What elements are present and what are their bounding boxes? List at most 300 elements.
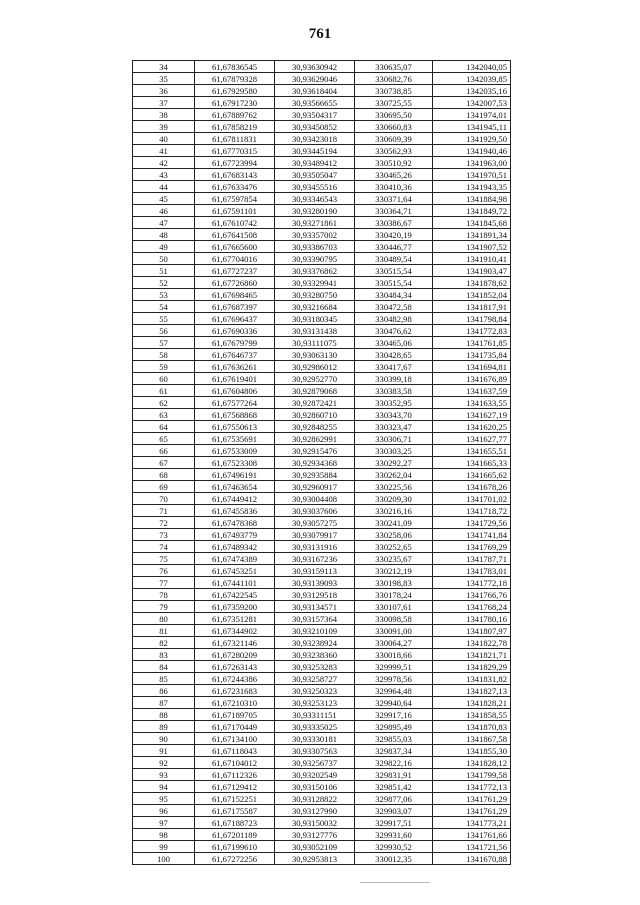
y-coordinate-cell: 1341929,50 (433, 133, 511, 145)
table-row (133, 853, 511, 865)
latitude-cell: 61,67533009 (195, 445, 275, 457)
point-number-cell: 71 (133, 505, 195, 517)
y-coordinate-cell: 1341970,51 (433, 169, 511, 181)
x-coordinate-cell: 330198,83 (355, 577, 433, 589)
latitude-cell: 61,67726860 (195, 277, 275, 289)
point-number-cell: 36 (133, 85, 195, 97)
x-coordinate-cell: 330484,34 (355, 289, 433, 301)
table-row (133, 673, 511, 685)
point-number-cell: 47 (133, 217, 195, 229)
x-coordinate-cell: 329831,91 (355, 769, 433, 781)
y-coordinate-cell: 1341780,16 (433, 613, 511, 625)
x-coordinate-cell: 330695,50 (355, 109, 433, 121)
longitude-cell: 30,93063130 (275, 349, 355, 361)
longitude-cell: 30,93167236 (275, 553, 355, 565)
longitude-cell: 30,93131438 (275, 325, 355, 337)
table-row (133, 433, 511, 445)
y-coordinate-cell: 1341721,56 (433, 841, 511, 853)
point-number-cell: 42 (133, 157, 195, 169)
x-coordinate-cell: 330609,39 (355, 133, 433, 145)
point-number-cell: 83 (133, 649, 195, 661)
latitude-cell: 61,67727237 (195, 265, 275, 277)
latitude-cell: 61,67449412 (195, 493, 275, 505)
x-coordinate-cell: 330472,58 (355, 301, 433, 313)
latitude-cell: 61,67698465 (195, 289, 275, 301)
point-number-cell: 49 (133, 241, 195, 253)
latitude-cell: 61,67189705 (195, 709, 275, 721)
latitude-cell: 61,67104012 (195, 757, 275, 769)
point-number-cell: 95 (133, 793, 195, 805)
latitude-cell: 61,67263143 (195, 661, 275, 673)
latitude-cell: 61,67889762 (195, 109, 275, 121)
table-row (133, 817, 511, 829)
latitude-cell: 61,67597854 (195, 193, 275, 205)
x-coordinate-cell: 329917,16 (355, 709, 433, 721)
x-coordinate-cell: 329999,51 (355, 661, 433, 673)
point-number-cell: 82 (133, 637, 195, 649)
x-coordinate-cell: 329855,03 (355, 733, 433, 745)
latitude-cell: 61,67152251 (195, 793, 275, 805)
point-number-cell: 77 (133, 577, 195, 589)
x-coordinate-cell: 330428,65 (355, 349, 433, 361)
x-coordinate-cell: 329978,56 (355, 673, 433, 685)
y-coordinate-cell: 1341891,34 (433, 229, 511, 241)
point-number-cell: 72 (133, 517, 195, 529)
table-row (133, 265, 511, 277)
y-coordinate-cell: 1341828,21 (433, 697, 511, 709)
x-coordinate-cell: 330738,85 (355, 85, 433, 97)
x-coordinate-cell: 330364,71 (355, 205, 433, 217)
coordinates-table (132, 60, 511, 865)
point-number-cell: 60 (133, 373, 195, 385)
point-number-cell: 86 (133, 685, 195, 697)
y-coordinate-cell: 1341910,41 (433, 253, 511, 265)
latitude-cell: 61,67493779 (195, 529, 275, 541)
table-row (133, 253, 511, 265)
x-coordinate-cell: 330107,61 (355, 601, 433, 613)
y-coordinate-cell: 1342039,85 (433, 73, 511, 85)
x-coordinate-cell: 330562,93 (355, 145, 433, 157)
table-row (133, 205, 511, 217)
longitude-cell: 30,92953813 (275, 853, 355, 865)
x-coordinate-cell: 330515,54 (355, 265, 433, 277)
table-row (133, 769, 511, 781)
latitude-cell: 61,67129412 (195, 781, 275, 793)
y-coordinate-cell: 1341807,97 (433, 625, 511, 637)
point-number-cell: 41 (133, 145, 195, 157)
longitude-cell: 30,93180345 (275, 313, 355, 325)
longitude-cell: 30,93139093 (275, 577, 355, 589)
point-number-cell: 92 (133, 757, 195, 769)
longitude-cell: 30,93505047 (275, 169, 355, 181)
x-coordinate-cell: 330386,67 (355, 217, 433, 229)
point-number-cell: 94 (133, 781, 195, 793)
x-coordinate-cell: 330262,04 (355, 469, 433, 481)
x-coordinate-cell: 330482,98 (355, 313, 433, 325)
latitude-cell: 61,67604806 (195, 385, 275, 397)
y-coordinate-cell: 1341670,88 (433, 853, 511, 865)
latitude-cell: 61,67489342 (195, 541, 275, 553)
latitude-cell: 61,67917230 (195, 97, 275, 109)
longitude-cell: 30,93202549 (275, 769, 355, 781)
x-coordinate-cell: 330209,30 (355, 493, 433, 505)
x-coordinate-cell: 329940,64 (355, 697, 433, 709)
x-coordinate-cell: 330235,67 (355, 553, 433, 565)
point-number-cell: 89 (133, 721, 195, 733)
point-number-cell: 53 (133, 289, 195, 301)
x-coordinate-cell: 330682,76 (355, 73, 433, 85)
latitude-cell: 61,67272256 (195, 853, 275, 865)
latitude-cell: 61,67523308 (195, 457, 275, 469)
table-row (133, 157, 511, 169)
y-coordinate-cell: 1341772,18 (433, 577, 511, 589)
latitude-cell: 61,67646737 (195, 349, 275, 361)
x-coordinate-cell: 330515,54 (355, 277, 433, 289)
y-coordinate-cell: 1341974,01 (433, 109, 511, 121)
table-row (133, 649, 511, 661)
point-number-cell: 73 (133, 529, 195, 541)
y-coordinate-cell: 1341963,00 (433, 157, 511, 169)
latitude-cell: 61,67478368 (195, 517, 275, 529)
longitude-cell: 30,93450852 (275, 121, 355, 133)
table-row (133, 685, 511, 697)
table-row (133, 541, 511, 553)
table-row (133, 289, 511, 301)
point-number-cell: 57 (133, 337, 195, 349)
point-number-cell: 85 (133, 673, 195, 685)
latitude-cell: 61,67836545 (195, 61, 275, 73)
table-row (133, 241, 511, 253)
y-coordinate-cell: 1341943,35 (433, 181, 511, 193)
latitude-cell: 61,67811831 (195, 133, 275, 145)
longitude-cell: 30,93159113 (275, 565, 355, 577)
longitude-cell: 30,93329941 (275, 277, 355, 289)
table-row (133, 601, 511, 613)
latitude-cell: 61,67770315 (195, 145, 275, 157)
y-coordinate-cell: 1341827,13 (433, 685, 511, 697)
x-coordinate-cell: 330660,83 (355, 121, 433, 133)
table-row (133, 181, 511, 193)
x-coordinate-cell: 330091,00 (355, 625, 433, 637)
longitude-cell: 30,92872421 (275, 397, 355, 409)
table-row (133, 145, 511, 157)
x-coordinate-cell: 330178,24 (355, 589, 433, 601)
longitude-cell: 30,93150032 (275, 817, 355, 829)
y-coordinate-cell: 1341821,71 (433, 649, 511, 661)
y-coordinate-cell: 1341903,47 (433, 265, 511, 277)
point-number-cell: 65 (133, 433, 195, 445)
longitude-cell: 30,92934368 (275, 457, 355, 469)
point-number-cell: 75 (133, 553, 195, 565)
latitude-cell: 61,67231683 (195, 685, 275, 697)
y-coordinate-cell: 1341766,76 (433, 589, 511, 601)
latitude-cell: 61,67244386 (195, 673, 275, 685)
table-row (133, 745, 511, 757)
longitude-cell: 30,93423018 (275, 133, 355, 145)
longitude-cell: 30,93311151 (275, 709, 355, 721)
point-number-cell: 37 (133, 97, 195, 109)
y-coordinate-cell: 1341627,77 (433, 433, 511, 445)
y-coordinate-cell: 1341718,72 (433, 505, 511, 517)
longitude-cell: 30,92860710 (275, 409, 355, 421)
point-number-cell: 61 (133, 385, 195, 397)
table-row (133, 757, 511, 769)
longitude-cell: 30,93346543 (275, 193, 355, 205)
y-coordinate-cell: 1341701,02 (433, 493, 511, 505)
point-number-cell: 52 (133, 277, 195, 289)
point-number-cell: 66 (133, 445, 195, 457)
y-coordinate-cell: 1341787,71 (433, 553, 511, 565)
x-coordinate-cell: 330465,26 (355, 169, 433, 181)
point-number-cell: 97 (133, 817, 195, 829)
latitude-cell: 61,67210310 (195, 697, 275, 709)
x-coordinate-cell: 330489,54 (355, 253, 433, 265)
x-coordinate-cell: 330216,16 (355, 505, 433, 517)
x-coordinate-cell: 329964,48 (355, 685, 433, 697)
longitude-cell: 30,93280190 (275, 205, 355, 217)
latitude-cell: 61,67879328 (195, 73, 275, 85)
x-coordinate-cell: 330420,19 (355, 229, 433, 241)
y-coordinate-cell: 1341855,30 (433, 745, 511, 757)
latitude-cell: 61,67858219 (195, 121, 275, 133)
y-coordinate-cell: 1341773,21 (433, 817, 511, 829)
point-number-cell: 88 (133, 709, 195, 721)
longitude-cell: 30,93357002 (275, 229, 355, 241)
latitude-cell: 61,67619401 (195, 373, 275, 385)
longitude-cell: 30,93127776 (275, 829, 355, 841)
y-coordinate-cell: 1341822,78 (433, 637, 511, 649)
point-number-cell: 96 (133, 805, 195, 817)
y-coordinate-cell: 1341867,58 (433, 733, 511, 745)
latitude-cell: 61,67687397 (195, 301, 275, 313)
point-number-cell: 64 (133, 421, 195, 433)
latitude-cell: 61,67118043 (195, 745, 275, 757)
y-coordinate-cell: 1341772,83 (433, 325, 511, 337)
longitude-cell: 30,92952770 (275, 373, 355, 385)
latitude-cell: 61,67633476 (195, 181, 275, 193)
point-number-cell: 62 (133, 397, 195, 409)
table-row (133, 349, 511, 361)
longitude-cell: 30,93618404 (275, 85, 355, 97)
longitude-cell: 30,93335025 (275, 721, 355, 733)
y-coordinate-cell: 1341678,26 (433, 481, 511, 493)
x-coordinate-cell: 330064,27 (355, 637, 433, 649)
longitude-cell: 30,93271861 (275, 217, 355, 229)
point-number-cell: 100 (133, 853, 195, 865)
y-coordinate-cell: 1342035,16 (433, 85, 511, 97)
table-row (133, 109, 511, 121)
latitude-cell: 61,67441101 (195, 577, 275, 589)
y-coordinate-cell: 1341665,33 (433, 457, 511, 469)
x-coordinate-cell: 330410,36 (355, 181, 433, 193)
longitude-cell: 30,93390795 (275, 253, 355, 265)
latitude-cell: 61,67455836 (195, 505, 275, 517)
x-coordinate-cell: 330510,92 (355, 157, 433, 169)
table-row (133, 229, 511, 241)
point-number-cell: 80 (133, 613, 195, 625)
x-coordinate-cell: 330323,47 (355, 421, 433, 433)
table-row (133, 457, 511, 469)
latitude-cell: 61,67610742 (195, 217, 275, 229)
table-row (133, 517, 511, 529)
latitude-cell: 61,67280209 (195, 649, 275, 661)
longitude-cell: 30,93052109 (275, 841, 355, 853)
x-coordinate-cell: 330383,58 (355, 385, 433, 397)
point-number-cell: 99 (133, 841, 195, 853)
y-coordinate-cell: 1341829,29 (433, 661, 511, 673)
table-row (133, 637, 511, 649)
x-coordinate-cell: 330018,66 (355, 649, 433, 661)
point-number-cell: 79 (133, 601, 195, 613)
table-row (133, 73, 511, 85)
x-coordinate-cell: 330252,65 (355, 541, 433, 553)
longitude-cell: 30,93330181 (275, 733, 355, 745)
longitude-cell: 30,93250323 (275, 685, 355, 697)
table-row (133, 721, 511, 733)
table-row (133, 325, 511, 337)
x-coordinate-cell: 330352,95 (355, 397, 433, 409)
y-coordinate-cell: 1341729,56 (433, 517, 511, 529)
latitude-cell: 61,67591101 (195, 205, 275, 217)
table-row (133, 421, 511, 433)
point-number-cell: 69 (133, 481, 195, 493)
latitude-cell: 61,67453251 (195, 565, 275, 577)
x-coordinate-cell: 330371,64 (355, 193, 433, 205)
y-coordinate-cell: 1341852,04 (433, 289, 511, 301)
point-number-cell: 39 (133, 121, 195, 133)
y-coordinate-cell: 1341768,24 (433, 601, 511, 613)
latitude-cell: 61,67321146 (195, 637, 275, 649)
latitude-cell: 61,67422545 (195, 589, 275, 601)
point-number-cell: 91 (133, 745, 195, 757)
table-row (133, 397, 511, 409)
x-coordinate-cell: 329837,34 (355, 745, 433, 757)
point-number-cell: 48 (133, 229, 195, 241)
table-row (133, 613, 511, 625)
latitude-cell: 61,67723994 (195, 157, 275, 169)
latitude-cell: 61,67351281 (195, 613, 275, 625)
longitude-cell: 30,93280750 (275, 289, 355, 301)
point-number-cell: 40 (133, 133, 195, 145)
point-number-cell: 76 (133, 565, 195, 577)
longitude-cell: 30,93253283 (275, 661, 355, 673)
latitude-cell: 61,67568868 (195, 409, 275, 421)
table-row (133, 133, 511, 145)
x-coordinate-cell: 330292,27 (355, 457, 433, 469)
y-coordinate-cell: 1341633,55 (433, 397, 511, 409)
y-coordinate-cell: 1341940,46 (433, 145, 511, 157)
y-coordinate-cell: 1341620,25 (433, 421, 511, 433)
longitude-cell: 30,93386703 (275, 241, 355, 253)
longitude-cell: 30,92935884 (275, 469, 355, 481)
coordinates-table-body (133, 61, 511, 865)
table-row (133, 85, 511, 97)
table-row (133, 661, 511, 673)
y-coordinate-cell: 1341772,13 (433, 781, 511, 793)
latitude-cell: 61,67134100 (195, 733, 275, 745)
x-coordinate-cell: 330476,62 (355, 325, 433, 337)
latitude-cell: 61,67641508 (195, 229, 275, 241)
longitude-cell: 30,92915476 (275, 445, 355, 457)
longitude-cell: 30,93111075 (275, 337, 355, 349)
x-coordinate-cell: 330306,71 (355, 433, 433, 445)
table-row (133, 121, 511, 133)
x-coordinate-cell: 330241,09 (355, 517, 433, 529)
point-number-cell: 67 (133, 457, 195, 469)
y-coordinate-cell: 1341858,55 (433, 709, 511, 721)
y-coordinate-cell: 1341849,72 (433, 205, 511, 217)
latitude-cell: 61,67175587 (195, 805, 275, 817)
y-coordinate-cell: 1341665,62 (433, 469, 511, 481)
y-coordinate-cell: 1341828,12 (433, 757, 511, 769)
point-number-cell: 70 (133, 493, 195, 505)
table-row (133, 169, 511, 181)
y-coordinate-cell: 1341761,29 (433, 805, 511, 817)
x-coordinate-cell: 330258,06 (355, 529, 433, 541)
table-row (133, 841, 511, 853)
point-number-cell: 51 (133, 265, 195, 277)
latitude-cell: 61,67359200 (195, 601, 275, 613)
y-coordinate-cell: 1341627,19 (433, 409, 511, 421)
longitude-cell: 30,93504317 (275, 109, 355, 121)
x-coordinate-cell: 330417,67 (355, 361, 433, 373)
longitude-cell: 30,93566655 (275, 97, 355, 109)
longitude-cell: 30,92960917 (275, 481, 355, 493)
latitude-cell: 61,67463654 (195, 481, 275, 493)
longitude-cell: 30,93037606 (275, 505, 355, 517)
point-number-cell: 93 (133, 769, 195, 781)
table-row (133, 409, 511, 421)
longitude-cell: 30,93129518 (275, 589, 355, 601)
point-number-cell: 55 (133, 313, 195, 325)
table-row (133, 505, 511, 517)
longitude-cell: 30,93150106 (275, 781, 355, 793)
table-row (133, 481, 511, 493)
longitude-cell: 30,92862991 (275, 433, 355, 445)
point-number-cell: 43 (133, 169, 195, 181)
longitude-cell: 30,93238924 (275, 637, 355, 649)
x-coordinate-cell: 330303,25 (355, 445, 433, 457)
latitude-cell: 61,67112326 (195, 769, 275, 781)
point-number-cell: 56 (133, 325, 195, 337)
y-coordinate-cell: 1341783,01 (433, 565, 511, 577)
y-coordinate-cell: 1341655,51 (433, 445, 511, 457)
table-row (133, 781, 511, 793)
latitude-cell: 61,67696437 (195, 313, 275, 325)
table-row (133, 277, 511, 289)
longitude-cell: 30,93238360 (275, 649, 355, 661)
latitude-cell: 61,67170449 (195, 721, 275, 733)
table-row (133, 577, 511, 589)
x-coordinate-cell: 329917,51 (355, 817, 433, 829)
point-number-cell: 68 (133, 469, 195, 481)
longitude-cell: 30,93157364 (275, 613, 355, 625)
table-row (133, 493, 511, 505)
point-number-cell: 87 (133, 697, 195, 709)
latitude-cell: 61,67690336 (195, 325, 275, 337)
point-number-cell: 46 (133, 205, 195, 217)
x-coordinate-cell: 329822,16 (355, 757, 433, 769)
table-row (133, 733, 511, 745)
longitude-cell: 30,93629046 (275, 73, 355, 85)
table-row (133, 553, 511, 565)
longitude-cell: 30,92879068 (275, 385, 355, 397)
y-coordinate-cell: 1341761,66 (433, 829, 511, 841)
point-number-cell: 78 (133, 589, 195, 601)
point-number-cell: 81 (133, 625, 195, 637)
longitude-cell: 30,93489412 (275, 157, 355, 169)
y-coordinate-cell: 1341799,58 (433, 769, 511, 781)
